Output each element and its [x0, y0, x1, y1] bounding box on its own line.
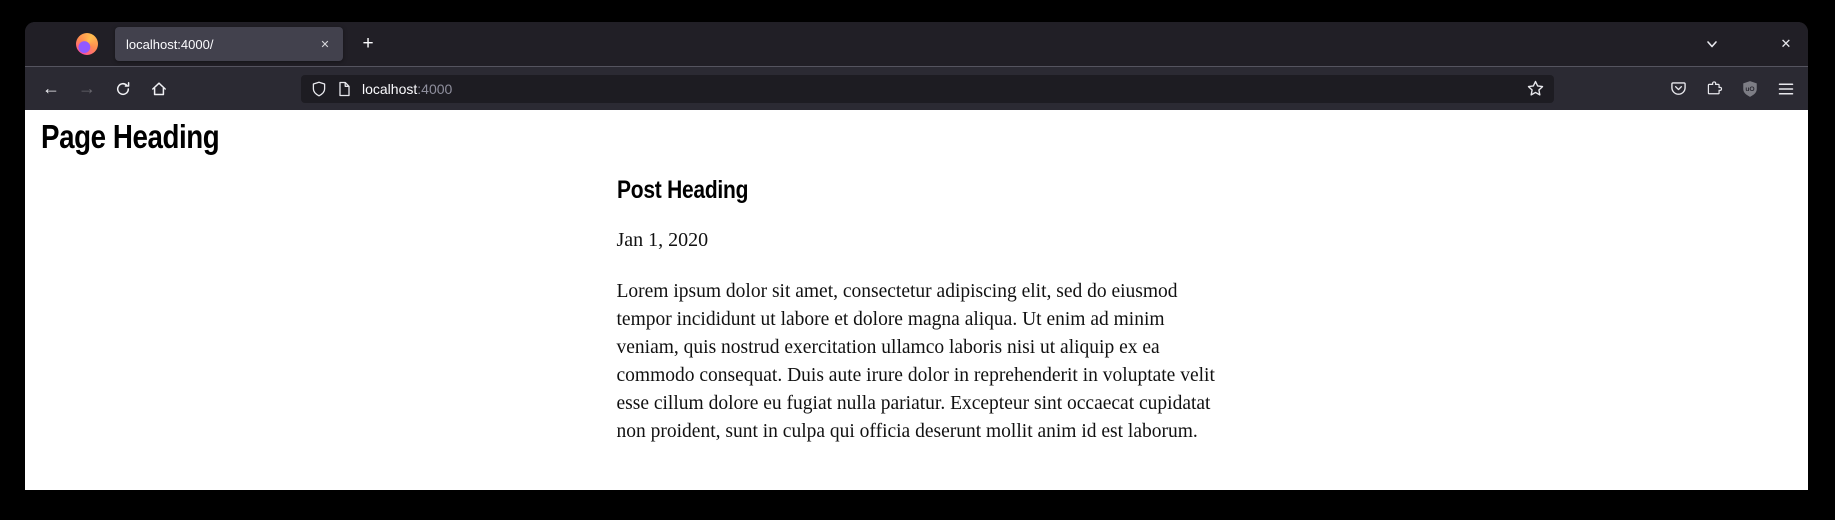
pocket-icon: [1670, 80, 1687, 97]
post-title: Post Heading: [616, 175, 748, 204]
tab-title: localhost:4000/: [126, 36, 214, 52]
ublock-shield-icon: [1741, 80, 1759, 98]
pocket-button[interactable]: [1664, 75, 1692, 103]
navigation-toolbar: [25, 67, 1808, 110]
firefox-logo-icon: [76, 33, 98, 55]
svg-text:uO: uO: [1745, 85, 1755, 93]
ublock-button[interactable]: [1736, 75, 1764, 103]
home-icon: [151, 81, 167, 97]
post-date: Jan 1, 2020: [616, 228, 709, 251]
home-button[interactable]: [145, 75, 173, 103]
back-button[interactable]: ←: [42, 78, 60, 98]
url-bar[interactable]: [301, 75, 1554, 103]
hamburger-menu-icon: [1778, 82, 1794, 96]
tab-close-icon[interactable]: ✕: [320, 38, 330, 51]
bookmark-star-icon[interactable]: [1527, 80, 1544, 97]
toolbar-icon-group: [1664, 75, 1800, 103]
tab-strip: [25, 22, 1808, 67]
reload-icon: [115, 81, 131, 97]
post-article: [617, 176, 1217, 446]
forward-button: →: [78, 78, 96, 98]
page-title: Page Heading: [41, 118, 220, 155]
new-tab-button[interactable]: +: [362, 33, 374, 54]
browser-window: [25, 22, 1808, 490]
url-port: :4000: [417, 80, 453, 97]
shield-icon[interactable]: [311, 81, 327, 97]
menu-button[interactable]: [1772, 75, 1800, 103]
post-body-text: Lorem ipsum dolor sit amet, consectetur adipiscing elit, sed do eiusmod tempor incididunt ut labore et dolore magna aliqua. Ut enim ad minim veniam, quis nostrud exercitation ullamco laboris nisi ut aliquip ex ea commodo consequat. Duis aute irure dolor in reprehenderit in voluptate velit esse cillum dolore eu fugiat nulla pariatur. Excepteur sint occaecat cupidatat non proident, sunt in culpa qui officia deserunt mollit anim id est laborum.: [616, 280, 1215, 442]
page-content: [25, 110, 1808, 490]
reload-button[interactable]: [109, 75, 137, 103]
tab-localhost[interactable]: [115, 27, 343, 61]
url-host: localhost: [362, 80, 418, 97]
extensions-button[interactable]: [1700, 75, 1728, 103]
chevron-down-icon: [1705, 37, 1719, 51]
list-all-tabs-button[interactable]: [1698, 30, 1726, 58]
document-icon[interactable]: [337, 81, 352, 97]
close-window-button[interactable]: ✕: [1780, 36, 1792, 51]
puzzle-icon: [1706, 80, 1723, 97]
url-text[interactable]: [362, 81, 1527, 97]
